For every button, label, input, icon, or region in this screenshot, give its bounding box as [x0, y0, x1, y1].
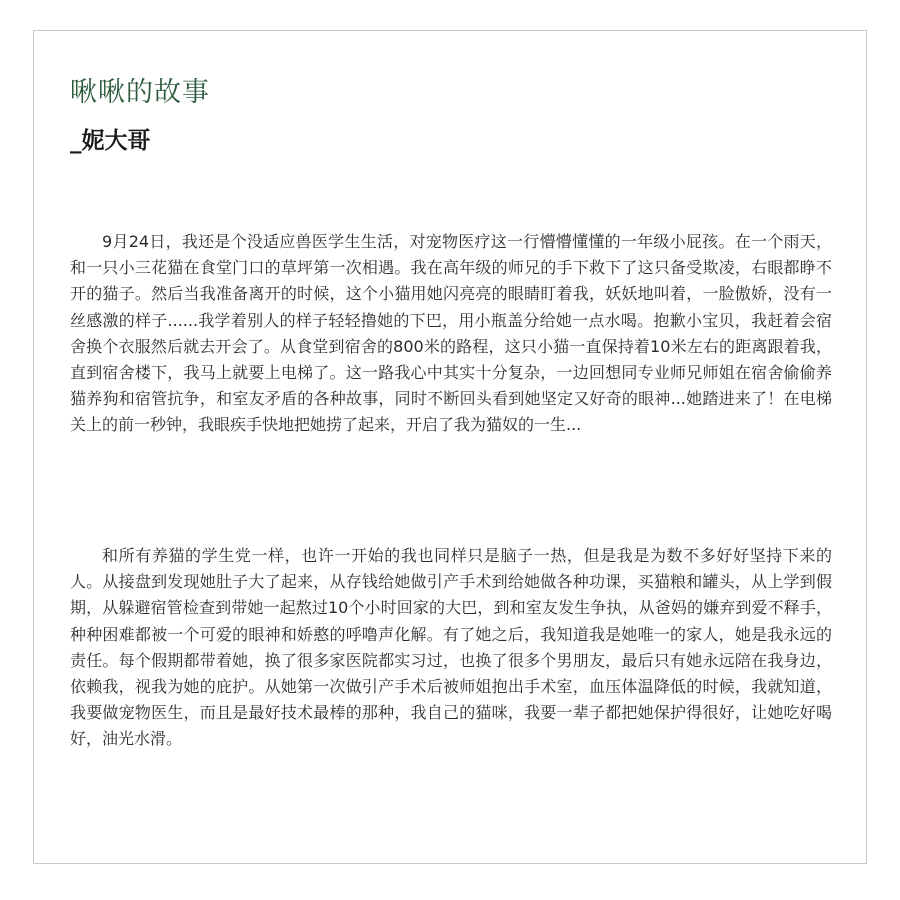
article-paragraph-2: 和所有养猫的学生党一样，也许一开始的我也同样只是脑子一热，但是我是为数不多好好坚持下来的人。从接盘到发现她肚子大了起来，从存钱给她做引产手术到给她做各种功课，买猫粮和罐头，从上学到假期，从躲避宿管检查到带她一起熬过10个小时回家的大巴，到和室友发生争执，从爸妈的嫌弃到爱不释手，种种困难都被一个可爱的眼神和娇憨的呼噜声化解。有了她之后，我知道我是她唯一的家人，她是我永远的责任。每个假期都带着她，换了很多家医院都实习过，也换了很多个男朋友，最后只有她永远陪在我身边，依赖我，视我为她的庇护。从她第一次做引产手术后被师姐抱出手术室，血压体温降低的时候，我就知道，我要做宠物医生，而且是最好技术最棒的那种，我自己的猫咪，我要一辈子都把她保护得很好，让她吃好喝好，油光水滑。	[70, 546, 832, 749]
article-card	[33, 30, 867, 864]
article-paragraph-1: 9月24日，我还是个没适应兽医学生生活，对宠物医疗这一行懵懵懂懂的一年级小屁孩。在一个雨天，和一只小三花猫在食堂门口的草坪第一次相遇。我在高年级的师兄的手下救下了这只备受欺凌，右眼都睁不开的猫子。然后当我准备离开的时候，这个小猫用她闪亮亮的眼睛盯着我，妖妖地叫着，一脸傲娇，没有一丝感激的样子......我学着别人的样子轻轻撸她的下巴，用小瓶盖分给她一点水喝。抱歉小宝贝，我赶着会宿舍换个衣服然后就去开会了。从食堂到宿舍的800米的路程，这只小猫一直保持着10米左右的距离跟着我，直到宿舍楼下，我马上就要上电梯了。这一路我心中其实十分复杂，一边回想同专业师兄师姐在宿舍偷偷养猫养狗和宿管抗争，和室友矛盾的各种故事，同时不断回头看到她坚定又好奇的眼神...她踏进来了！在电梯关上的前一秒钟，我眼疾手快地把她捞了起来，开启了我为猫奴的一生...	[70, 232, 832, 435]
article-title: 啾啾的故事	[70, 77, 210, 108]
article-author: _妮大哥	[70, 128, 151, 154]
